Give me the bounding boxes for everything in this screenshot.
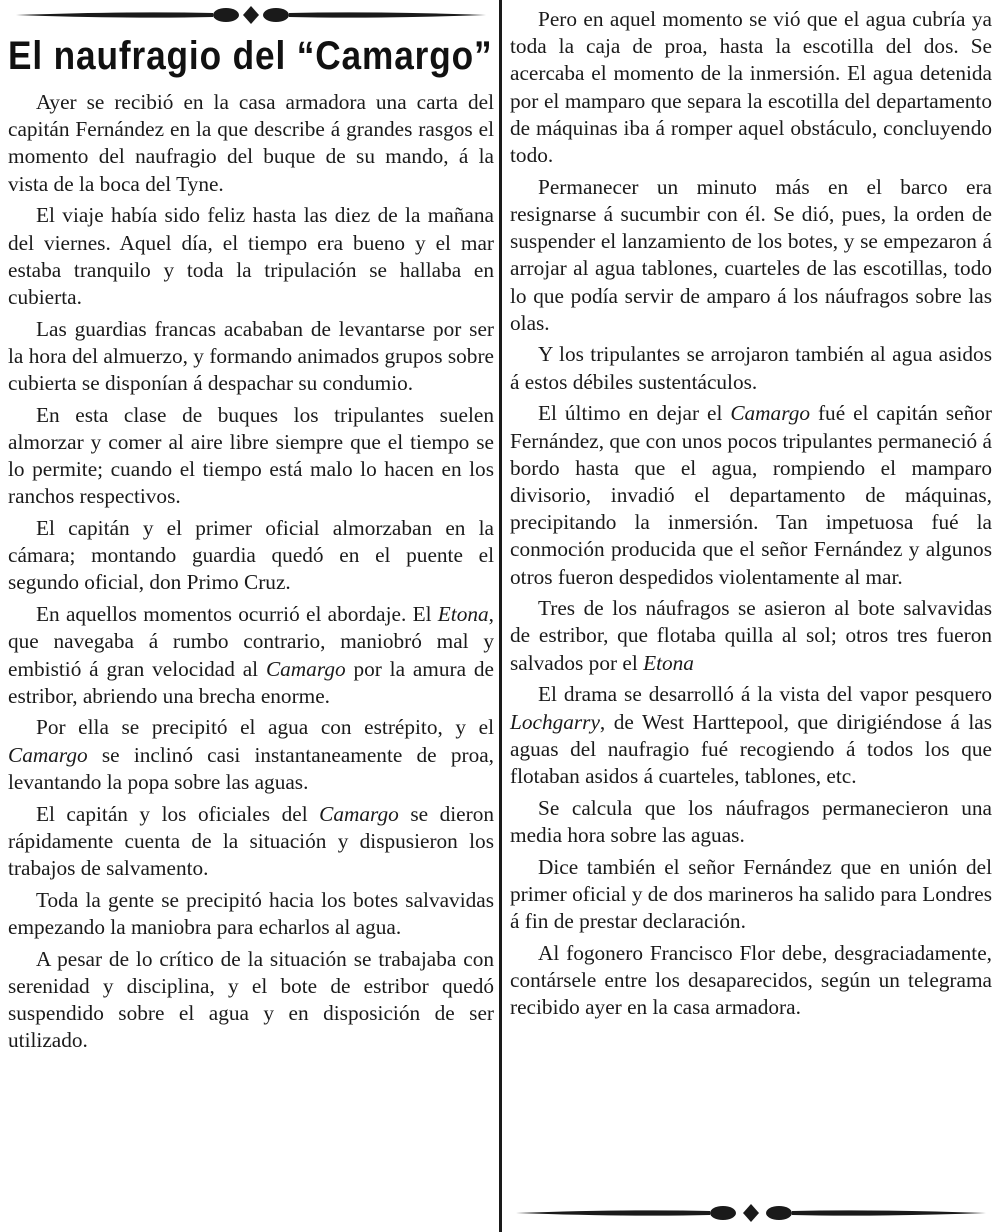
left-column-body	[8, 89, 494, 1054]
article-paragraph: Tres de los náufragos se asieron al bote salvavidas de estribor, que flotaba quilla al sol; otros tres fueron salvados por el Etona	[510, 596, 992, 675]
left-column	[8, 0, 494, 1059]
article-paragraph: El último en dejar el Camargo fué el capitán señor Fernández, que con unos pocos tripulantes permaneció á bordo hasta que el agua, rompiendo el mamparo divisorio, invadió el departamento de máquinas, precipitando la inmersión. Tan impetuosa fué la conmoción producida que el señor Fernández y algunos otros fueron despedidos violentamente al mar.	[510, 401, 992, 589]
article-headline: El naufragio del “Camargo”	[8, 34, 493, 78]
article-paragraph: El capitán y los oficiales del Camargo se dieron rápidamente cuenta de la situación y dispusieron los trabajos de salvamento.	[8, 801, 494, 880]
article-paragraph: Toda la gente se precipitó hacia los botes salvavidas empezando la maniobra para echarlos al agua.	[8, 887, 494, 939]
article-paragraph: Al fogonero Francisco Flor debe, desgraciadamente, contársele entre los desaparecidos, según un telegrama recibido ayer en la casa armadora.	[510, 940, 992, 1020]
right-column-body	[510, 6, 992, 1021]
right-column	[510, 0, 992, 1026]
article-paragraph: El viaje había sido feliz hasta las diez de la mañana del viernes. Aquel día, el tiempo era bueno y el mar estaba tranquilo y toda la tripulación se hallaba en cubierta.	[8, 203, 494, 309]
article-paragraph: Permanecer un minuto más en el barco era resignarse á sucumbir con él. Se dió, pues, la orden de suspender el lanzamiento de los botes, y se empezaron á arrojar al agua tablones, cuarteles de las escotillas, todo lo que podía servir de amparo á los náufragos sobre las olas.	[510, 174, 992, 335]
bottom-ornament-rule	[510, 1198, 992, 1228]
article-paragraph: A pesar de lo crítico de la situación se trabajaba con serenidad y disciplina, y el bote de estribor quedó suspendido sobre el agua y en disposición de ser utilizado.	[8, 946, 494, 1053]
article-paragraph: En aquellos momentos ocurrió el abordaje. El Etona, que navegaba á rumbo contrario, maniobró mal y embistió á gran velocidad al Camargo por la amura de estribor, abriendo una brecha enorme.	[8, 602, 494, 708]
article-paragraph: Las guardias francas acababan de levantarse por ser la hora del almuerzo, y formando animados grupos sobre cubierta se disponían á despachar su condumio.	[8, 316, 494, 396]
article-paragraph: Se calcula que los náufragos permanecieron una media hora sobre las aguas.	[510, 795, 992, 847]
top-ornament-rule	[8, 0, 494, 30]
column-divider	[499, 0, 502, 1232]
article-paragraph: Ayer se recibió en la casa armadora una carta del capitán Fernández en la que describe á grandes rasgos el momento del naufragio del buque de su mando, á la vista de la boca del Tyne.	[8, 90, 494, 196]
article-paragraph: Por ella se precipitó el agua con estrépito, y el Camargo se inclinó casi instantaneamente de proa, levantando la popa sobre las aguas.	[8, 715, 494, 794]
article-paragraph: En esta clase de buques los tripulantes suelen almorzar y comer al aire libre siempre que el tiempo se lo permite; cuando el tiempo está malo lo hacen en los ranchos respectivos.	[8, 402, 494, 509]
article-paragraph: El drama se desarrolló á la vista del vapor pesquero Lochgarry, de West Harttepool, que dirigiéndose á las aguas del naufragio fué recogiendo á todos los que flotaban asidos á cuarteles, tablones, etc.	[510, 682, 992, 788]
article-paragraph: Dice también el señor Fernández que en unión del primer oficial y de dos marineros ha salido para Londres á fin de prestar declaración.	[510, 854, 992, 933]
article-paragraph: Y los tripulantes se arrojaron también al agua asidos á estos débiles sustentáculos.	[510, 342, 992, 394]
article-paragraph: El capitán y el primer oficial almorzaban en la cámara; montando guardia quedó en el puente el segundo oficial, don Primo Cruz.	[8, 516, 494, 595]
article-paragraph: Pero en aquel momento se vió que el agua cubría ya toda la caja de proa, hasta la escotilla del dos. Se acercaba el momento de la inmersión. El agua detenida por el mamparo que separa la escotilla del departamento de máquinas iba á romper aquel obstáculo, concluyendo todo.	[510, 7, 992, 168]
